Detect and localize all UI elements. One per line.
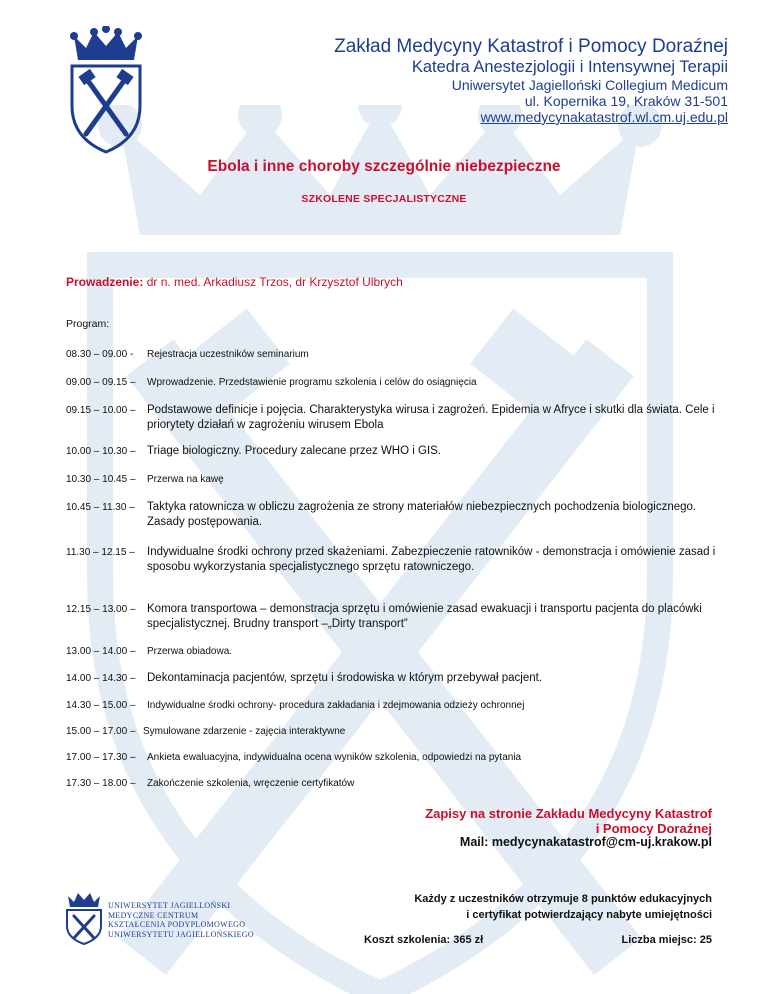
program-text: Komora transportowa – demonstracja sprzętu i omówienie zasad ewakuacji i transportu pacjenta do placówki specjalistycznej. Brudny transport –„Dirty transport” — [147, 603, 702, 630]
course-cost: Koszt szkolenia: 365 zł — [364, 934, 484, 946]
program-time: 10.45 – 11.30 – — [66, 502, 135, 513]
program-time: 12.15 – 13.00 – — [66, 604, 136, 615]
program-time: 10.00 – 10.30 – — [66, 446, 136, 457]
program-row — [66, 750, 716, 776]
program-row — [66, 375, 716, 403]
program-time: 10.30 – 10.45 – — [66, 474, 136, 485]
program-text: Ankieta ewaluacyjna, indywidualna ocena wyników szkolenia, odpowiedzi na pytania — [147, 752, 522, 763]
lecturers-names: dr n. med. Arkadiusz Trzos, dr Krzysztof Ulbrych — [146, 275, 403, 289]
document-subtitle: SZKOLENE SPECJALISTYCZNE — [301, 193, 467, 205]
postgraduate-center-logo-icon — [64, 890, 104, 945]
logo-text-line: KSZTAŁCENIA PODYPLOMOWEGO — [108, 920, 246, 929]
program-row — [66, 602, 716, 644]
program-text: Indywidualne środki ochrony przed skażeniami. Zabezpieczenie ratowników - demonstracja i omówienie zasad i sposobu wykorzystania specjalistycznego sprzętu ratowniczego. — [147, 546, 716, 573]
document-title: Ebola i inne choroby szczególnie niebezpieczne — [207, 158, 561, 175]
program-row — [66, 698, 716, 724]
program-text: Przerwa na kawę — [147, 474, 224, 485]
program-time: 09.15 – 10.00 – — [66, 405, 136, 416]
header-website-link[interactable]: www.medycynakatastrof.wl.cm.uj.edu.pl — [480, 109, 728, 125]
program-row — [66, 545, 716, 602]
program-text: Indywidualne środki ochrony- procedura zakładania i zdejmowania odzieży ochronnej — [147, 700, 525, 711]
university-crest-icon — [66, 26, 146, 156]
program-time: 15.00 – 17.00 – — [66, 726, 136, 737]
program-text: Wprowadzenie. Przedstawienie programu szkolenia i celów do osiągnięcia — [147, 377, 477, 388]
program-text: Rejestracja uczestników seminarium — [147, 349, 309, 360]
program-row — [66, 500, 716, 545]
program-time: 14.30 – 15.00 – — [66, 700, 136, 711]
program-list — [66, 347, 716, 802]
program-row — [66, 472, 716, 500]
header-address: ul. Kopernika 19, Kraków 31-501 — [524, 93, 728, 109]
points-info — [414, 891, 712, 923]
logo-text-line: MEDYCZNE CENTRUM — [108, 910, 199, 920]
program-row — [66, 444, 716, 472]
header-university: Uniwersytet Jagielloński Collegium Medicum — [451, 77, 728, 93]
program-row — [66, 347, 716, 375]
seat-count: Liczba miejsc: 25 — [621, 934, 712, 946]
program-row — [66, 724, 716, 750]
program-text: Symulowane zdarzenie - zajęcia interaktywne — [143, 726, 346, 737]
program-text: Dekontaminacja pacjentów, sprzętu i środowiska w którym przebywał pacjent. — [147, 672, 543, 684]
program-row — [66, 671, 716, 698]
lecturers — [66, 275, 403, 289]
contact-mail[interactable]: Mail: medycynakatastrof@cm-uj.krakow.pl — [459, 835, 712, 849]
program-time: 08.30 – 09.00 - — [66, 349, 134, 360]
program-time: 17.30 – 18.00 – — [66, 778, 136, 789]
program-text: Triage biologiczny. Procedury zalecane przez WHO i GIS. — [147, 445, 442, 457]
program-time: 13.00 – 14.00 – — [66, 646, 136, 657]
program-label: Program: — [66, 318, 110, 330]
program-text: Przerwa obiadowa. — [147, 646, 233, 657]
registration-line-2: i Pomocy Doraźnej — [595, 821, 712, 836]
logo-text-line: UNIWERSYTET JAGIELLOŃSKI — [108, 901, 231, 910]
program-row — [66, 776, 716, 802]
program-row — [66, 403, 716, 444]
program-time: 09.00 – 09.15 – — [66, 377, 136, 388]
postgraduate-center-text — [108, 901, 254, 939]
logo-text-line: UNIWERSYTETU JAGIELLOŃSKIEGO — [108, 929, 254, 939]
header-department: Zakład Medycyny Katastrof i Pomocy Doraźnej — [334, 36, 728, 57]
points-line-1: Każdy z uczestników otrzymuje 8 punktów edukacyjnych — [414, 893, 712, 905]
program-text: Taktyka ratownicza w obliczu zagrożenia ze strony materiałów niebezpiecznych pochodzenia biologicznego. Zasady postępowania. — [147, 501, 697, 528]
program-text: Zakończenie szkolenia, wręczenie certyfikatów — [147, 778, 355, 789]
program-time: 17.00 – 17.30 – — [66, 752, 136, 763]
header — [334, 36, 728, 125]
program-time: 11.30 – 12.15 – — [66, 547, 135, 558]
program-row — [66, 644, 716, 671]
program-text: Podstawowe definicje i pojęcia. Charakterystyka wirusa i zagrożeń. Epidemia w Afryce i skutki dla świata. Cele i priorytety działań w zagrożeniu wirusem Ebola — [147, 404, 715, 431]
registration-line-1: Zapisy na stronie Zakładu Medycyny Katastrof — [425, 806, 712, 821]
lecturers-label: Prowadzenie: — [66, 275, 144, 289]
registration-info — [425, 806, 712, 836]
header-chair: Katedra Anestezjologii i Intensywnej Terapii — [411, 58, 728, 76]
program-time: 14.00 – 14.30 – — [66, 673, 136, 684]
points-line-2: i certyfikat potwierdzający nabyte umiejętności — [466, 909, 712, 921]
